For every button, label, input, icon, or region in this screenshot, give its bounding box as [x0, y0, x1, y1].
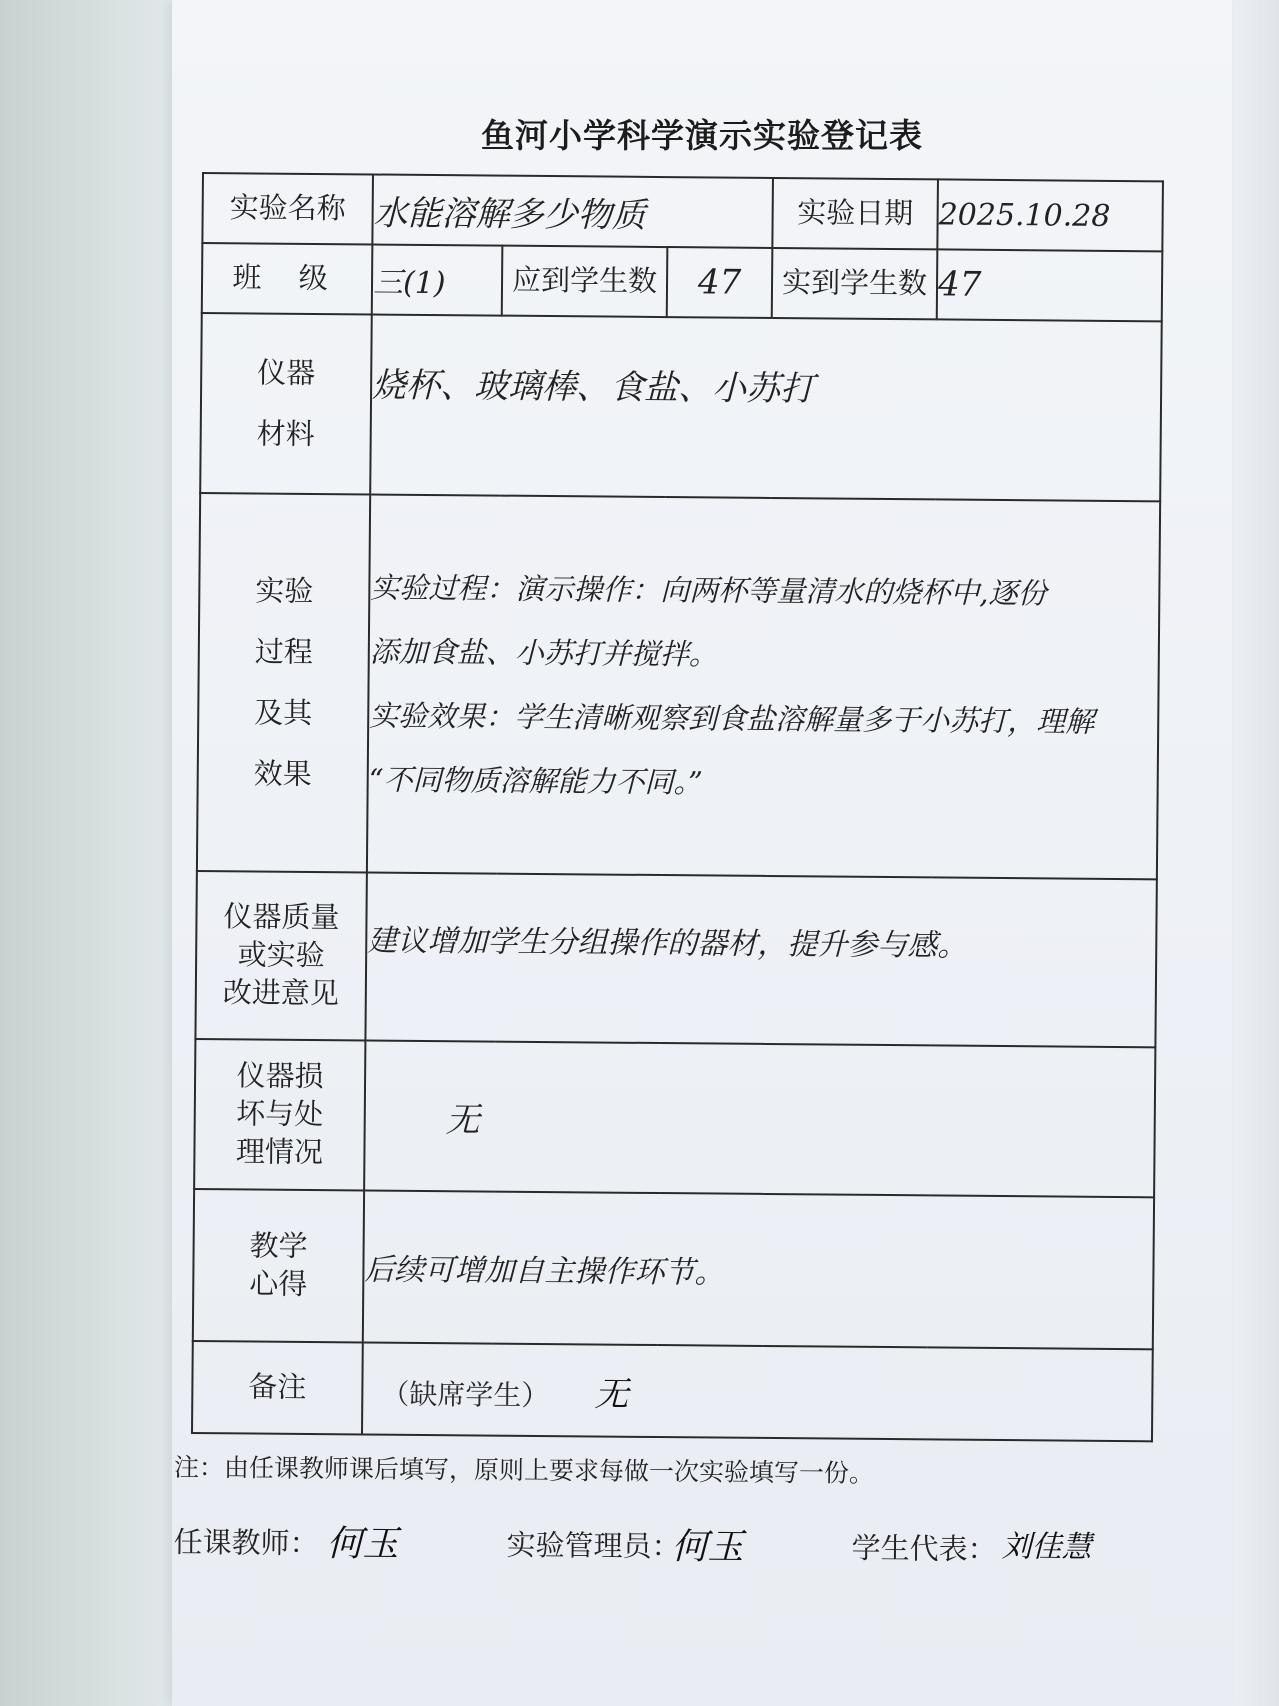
process-label-line2: 过程 — [254, 634, 313, 670]
reflection-label-line1: 教学 — [249, 1228, 308, 1264]
remarks-prefix: （缺席学生） — [381, 1377, 550, 1412]
materials-label-line1: 仪器 — [257, 355, 316, 391]
footnote: 注：由任课教师课后填写，原则上要求每做一次实验填写一份。 — [173, 1452, 875, 1488]
actual-students-value: 47 — [937, 249, 1163, 321]
admin-signature-label: 实验管理员： — [506, 1527, 681, 1564]
expected-students-value: 47 — [667, 247, 773, 318]
experiment-name-label: 实验名称 — [202, 173, 373, 244]
class-value: 三(1) — [372, 244, 503, 315]
form-title: 鱼河小学科学演示实验登记表 — [481, 116, 923, 155]
process-label — [197, 493, 370, 872]
process-label-line3: 及其 — [254, 695, 313, 730]
experiment-date-value: 2025.10.28 — [937, 179, 1163, 251]
process-line-4: “不同物质溶解能力不同。” — [368, 762, 703, 800]
remarks-value: 无 — [594, 1373, 629, 1415]
row-class — [202, 243, 1163, 321]
damage-label-line3: 理情况 — [235, 1134, 324, 1169]
feedback-label-line3: 改进意见 — [222, 975, 339, 1011]
teacher-signature-label: 任课教师： — [173, 1525, 319, 1561]
expected-students-label: 应到学生数 — [502, 246, 668, 317]
paper-sheet — [172, 0, 1232, 1706]
process-line-2: 添加食盐、小苏打并搅拌。 — [369, 634, 718, 672]
row-reflection — [193, 1189, 1154, 1349]
feedback-value: 建议增加学生分组操作的器材，提升参与感。 — [365, 872, 1156, 1047]
actual-students-label: 实到学生数 — [772, 248, 938, 319]
row-process — [197, 493, 1160, 879]
damage-label-line1: 仪器损 — [236, 1058, 324, 1094]
row-feedback — [195, 871, 1156, 1047]
materials-value: 烧杯、玻璃棒、食盐、小苏打 — [370, 314, 1162, 501]
experiment-date-label: 实验日期 — [772, 178, 938, 249]
damage-label-line2: 坏与处 — [236, 1096, 324, 1132]
row-experiment-name — [202, 173, 1163, 251]
damage-label — [194, 1039, 365, 1190]
process-line-1: 实验过程：演示操作：向两杯等量清水的烧杯中,逐份 — [370, 570, 1047, 611]
row-remarks — [192, 1341, 1153, 1441]
process-label-line4: 效果 — [253, 756, 312, 791]
remarks-label: 备注 — [192, 1341, 363, 1434]
reflection-value: 后续可增加自主操作环节。 — [363, 1190, 1154, 1349]
row-damage — [194, 1039, 1155, 1197]
student-signature-label: 学生代表： — [851, 1530, 997, 1567]
row-materials — [200, 313, 1162, 501]
feedback-label-line1: 仪器质量 — [223, 899, 340, 935]
process-line-3: 实验效果：学生清晰观察到食盐溶解量多于小苏打，理解 — [369, 698, 1095, 739]
teacher-signature: 何玉 — [326, 1523, 399, 1565]
signature-row — [171, 1500, 1172, 1589]
reflection-label — [193, 1189, 364, 1342]
remarks-value-cell — [362, 1342, 1153, 1441]
registration-table — [191, 172, 1164, 1442]
materials-label — [200, 313, 372, 494]
process-value — [367, 494, 1160, 879]
reflection-label-line2: 心得 — [249, 1266, 308, 1301]
process-label-line1: 实验 — [255, 573, 314, 609]
experiment-name-value: 水能溶解多少物质 — [372, 174, 773, 247]
student-signature: 刘佳慧 — [1001, 1529, 1092, 1566]
class-label: 班 级 — [202, 243, 373, 314]
admin-signature: 何玉 — [671, 1526, 744, 1568]
feedback-label — [195, 871, 366, 1040]
background-left — [0, 0, 185, 1706]
feedback-label-line2: 或实验 — [237, 937, 325, 973]
materials-label-line2: 材料 — [256, 416, 315, 451]
damage-value: 无 — [364, 1040, 1155, 1197]
